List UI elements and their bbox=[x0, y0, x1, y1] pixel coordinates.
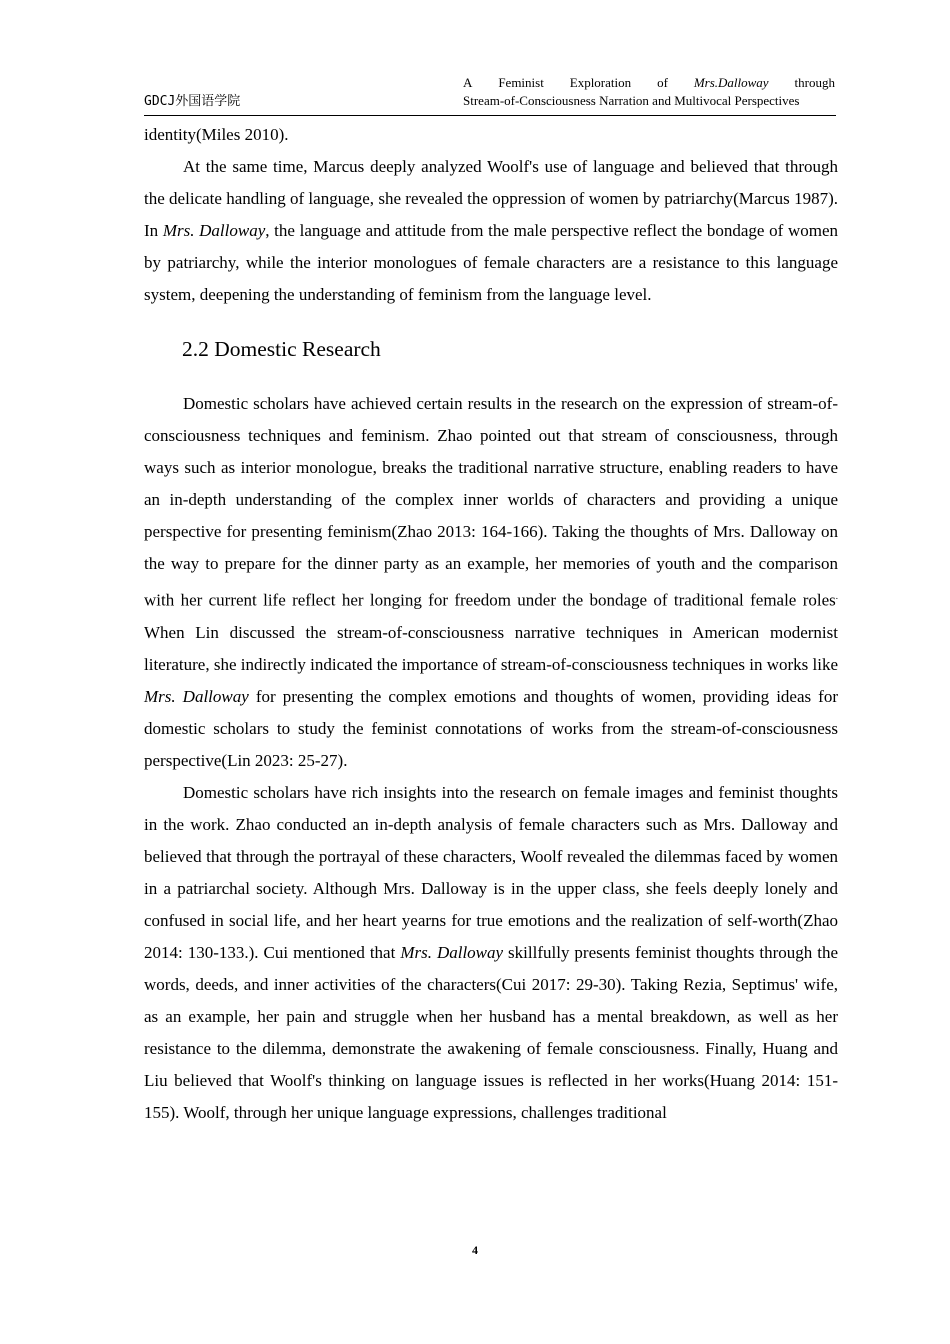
paragraph: identity(Miles 2010). bbox=[144, 125, 289, 144]
header-rule bbox=[144, 115, 836, 116]
italic-title: Mrs. Dalloway bbox=[400, 942, 504, 962]
header-word: of bbox=[657, 75, 668, 90]
page-number: 4 bbox=[472, 1243, 478, 1257]
paragraph: Domestic scholars have achieved certain results in the research on the expression of stream-of-consciousness techniques and feminism. Zhao pointed out that stream of consciousness, through ways such as interior monologue, breaks the traditional narrative structure, enabling readers to have an in-depth understanding of the complex inner worlds of characters and providing a unique perspective for presenting feminism(Zhao 2013: 164-166). Taking the thoughts of Mrs. Dalloway on the way to prepare for the dinner party as an example, her memories of youth and the comparison with her current life reflect her longing for freedom under the bondage of traditional female roles. When Lin discussed the stream-of-consciousness narrative techniques in American modernist literature, she indirectly indicated the importance of stream-of-consciousness techniques in works like Mrs. Dalloway for presenting the complex emotions and thoughts of women, providing ideas for domestic scholars to study the feminist connotations of works from the stream-of-consciousness perspective(Lin 2023: 25-27). bbox=[144, 394, 838, 770]
header-word: through bbox=[794, 75, 835, 90]
running-header-title bbox=[463, 74, 835, 110]
header-institution: GDCJ外国语学院 bbox=[144, 94, 241, 109]
italic-title: Mrs. Dalloway bbox=[162, 221, 266, 240]
header-word: Feminist bbox=[498, 75, 544, 90]
paragraph: At the same time, Marcus deeply analyzed Woolf's use of language and believed that through the delicate handling of language, she revealed the oppression of women by patriarchy(Marcus 1987). In Mrs. Dalloway, the language and attitude from the male perspective reflect the bondage of women by patriarchy, while the interior monologues of female characters are a resistance to this language system, deepening the understanding of feminism from the language level. bbox=[144, 157, 838, 304]
header-word: Exploration bbox=[569, 75, 632, 90]
running-header-line-2: Stream-of-Consciousness Narration and Multivocal Perspectives bbox=[463, 93, 800, 108]
header-word: A bbox=[463, 75, 473, 90]
header-word-italic: Mrs.Dalloway bbox=[693, 75, 769, 90]
running-header-line-1 bbox=[463, 74, 835, 92]
section-heading: 2.2 Domestic Research bbox=[182, 337, 381, 361]
main-body bbox=[144, 119, 838, 1129]
paragraph: Domestic scholars have rich insights into the research on female images and feminist thoughts in the work. Zhao conducted an in-depth analysis of female characters such as Mrs. Dalloway and believed that through the portrayal of these characters, Woolf revealed the dilemmas faced by women in a patriarchal society. Although Mrs. Dalloway is in the upper class, she feels deeply lonely and confused in social life, and her heart yearns for true emotions and the realization of self-worth(Zhao 2014: 130-133.). Cui mentioned that Mrs. Dalloway skillfully presents feminist thoughts through the words, deeds, and inner activities of the characters(Cui 2017: 29-30). Taking Rezia, Septimus' wife, as an example, her pain and struggle when her husband has a mental breakdown, as well as her resistance to the dilemma, demonstrate the awakening of female consciousness. Finally, Huang and Liu believed that Woolf's thinking on language issues is reflected in her works(Huang 2014: 151-155). Woolf, through her unique language expressions, challenges traditional bbox=[144, 782, 839, 1122]
italic-title: Mrs. Dalloway bbox=[144, 686, 249, 706]
